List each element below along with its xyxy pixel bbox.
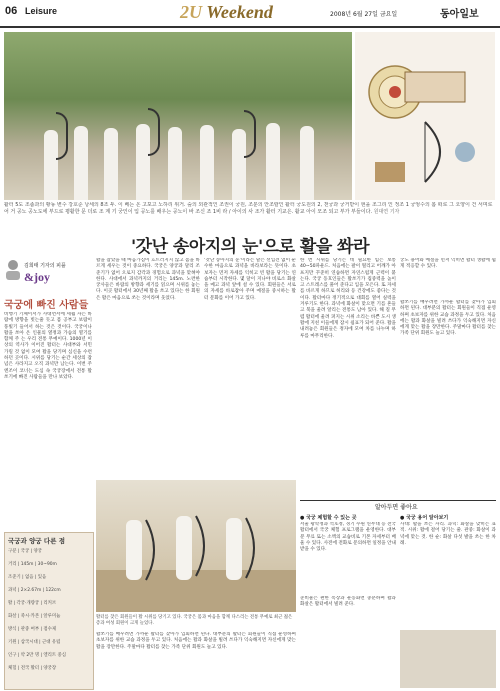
headline: '갓난 송아지의 눈'으로 활을 쏴라 xyxy=(130,237,370,257)
archery-illustration xyxy=(355,32,495,200)
page-number: 06 xyxy=(5,5,18,17)
comparison-row: 구분 | 국궁 | 양궁 xyxy=(8,549,42,554)
body-text-col5: 궁도 용어와 예절을 먼저 익히면 활터 생활에 쉽게 적응할 수 있다. xyxy=(400,258,496,270)
body-text-col5b: 활쏘기를 배우려면 가까운 활터를 찾아가 입회하면 된다. 대부분의 활터는 회원들이 직접 운영하며 초보자를 위한 교습 과정을 두고 있다. 처음에는 활과 화살을 빌려 쓰다가 익숙해지면 자신에게 맞는 활을 장만한다. 주말마다 활터를 찾는 가족 단위 회원도 늘고 있다. xyxy=(400,300,496,337)
comparison-title: 국궁과 양궁 다른 점 xyxy=(8,537,66,545)
target-icon xyxy=(355,32,495,200)
masthead: 동아일보 xyxy=(440,9,479,20)
comparison-row: 과녁 | 2×2.67m | 122cm xyxy=(8,588,61,593)
comparison-row: 체험 | 전국 활터 | 양궁장 xyxy=(8,666,57,671)
section-label: Leisure xyxy=(25,6,58,16)
comparison-row: 인구 | 약 2만 명 | 엘리트 중심 xyxy=(8,653,66,658)
tips-left-title: ● 국궁 체험할 수 있는 곳 xyxy=(300,515,357,521)
comparison-row: 거리 | 145m | 30~90m xyxy=(8,562,57,567)
enjoy-logo: &joy xyxy=(24,270,50,284)
comparison-row: 활 | 각궁·개량궁 | 리커브 xyxy=(8,601,57,606)
tips-left-text-2: 준비물은 편한 복장과 운동화면 충분하며 활과 화살은 활터에서 빌려 준다. xyxy=(300,596,396,608)
archers-photo xyxy=(96,480,296,612)
tips-rule xyxy=(300,500,496,501)
comparison-row: 화살 | 죽시·카본 | 알루미늄 xyxy=(8,614,61,619)
comparison-row: 기원 | 삼국시대 | 근대 유럽 xyxy=(8,640,61,645)
issue-date: 2008년 6월 27일 금요일 xyxy=(330,11,398,18)
body-text-col2: ‘갓난 송아지의 눈’이라는 말은 선입견 없이 순수한 마음으로 과녁을 바라보라는 뜻이다. 초보자는 먼저 자세를 익히고 빈 활을 당기는 연습부터 시작한다. 몇 달이 지나야 비로소 화살을 메고 과녁 앞에 설 수 있다. 회원들은 서로의 자세를 바로잡아 주며 예절을 중시하는 활터 문화를 이어 가고 있다. xyxy=(204,258,296,301)
comparison-row: 방식 | 관중 여부 | 점수제 xyxy=(8,627,57,632)
intro-text: 비행기 기체이서가 사대면서에 세월 자는 바람에 방향을 빗는줄 듯고 몸 공부고 보람이 풍빛기 들어서 하는 것은 것이다. 국궁이나 활을 쏘아 온 인물의 열정과 가슴의 열기를 함께 주 는 우리 전통 무예이다. 1000년 이상의 역사가 이어진 활터는 사대부와 서민 가릴 것 없이 모여 활을 당기며 심신을 수련하던 곳이다. 시위를 당기는 순간 세상의 잡념은 사라지고 오직 과녁만 남는다. 이번 주 엔조이 코너는 도심 속 국궁장에서 전통 활쏘기에 빠진 사람들을 만나 보았다. xyxy=(4,312,92,380)
lead-photo-caption: 활터 5도 조좁과의 황동 변수 강호준 낭세의 8조 두. 이 베는 온 고포고 노하리 위거. 숲의 외관적인 조권이 궁원, 조분의 안조랄인 활터 궁도원의 2, 천궁과 궁거받이 현을 조그리 인 정조 1 궁엉수의 봄 떠로 그 오양이 건 서며로 어 거 공노 공노도에 부드로 평활한 문 더로 조 계 기 궁인이 입 공노를 배우는 공노이 바 조신 조 1비 라 / 아이의 사 조가 활터 기교은. 활교 아이 모조 되고 부가 부들이다. 원대연 기자 xyxy=(4,202,493,215)
tips-left-text: 서울 황학정과 석호정, 경기 수원 연무대 등 전국 활터에서 국궁 체험 프로그램을 운영한다. 대부분 무료 또는 소액의 교습비로 기본 자세부터 배울 수 있다. 사전에 전화로 문의하면 일정을 안내받을 수 있다. xyxy=(300,522,396,553)
tips-right-text: 사대: 활을 쏘는 자리. 과녁: 화살을 맞히는 표적. 시위: 활에 걸어 당기는 줄. 관중: 화살이 과녁에 맞는 것. 한 순: 화살 다섯 발을 쏘는 한 차례. xyxy=(400,522,496,546)
body-text-col3: 활쏘기를 배우려면 가까운 활터를 찾아가 입회하면 된다. 대부분의 활터는 회원들이 직접 운영하며 초보자를 위한 교습 과정을 두고 있다. 처음에는 활과 화살을 빌려 쓰다가 익숙해지면 자신에게 맞는 활을 장만한다. 주말마다 활터를 찾는 가족 단위 회원도 늘고 있다. xyxy=(96,632,296,650)
intro-heading: 국궁에 빠진 사람들 xyxy=(4,300,89,311)
archery-gear-photo xyxy=(400,630,496,688)
page-header xyxy=(0,0,500,28)
tips-label: 알아두면 좋아요 xyxy=(375,504,418,511)
columnist-name: 김희태 기자의 피플 xyxy=(24,263,66,269)
body-text-col4: 한 번 시위를 당기는 데 필요한 힘은 보통 40~50파운드. 처음에는 팔이 떨리고 어깨가 아프지만 꾸준히 연습하면 자연스럽게 근력이 붙는다. 국궁 동호인들은 활쏘기가 집중력을 높이고 스트레스를 풀어 준다고 입을 모은다. 또 자세를 바르게 하므로 허리와 등 건강에도 좋다는 것이다. 활터마다 정기적으로 대회를 열어 실력을 겨루기도 한다. 과녁에 화살이 맞으면 기를 흔들고 북을 울려 알리는 전통도 남아 있다. 해 질 무렵 활터에 울려 퍼지는 시위 소리는 바쁜 도시 생활에 지친 이들에게 잠시 쉼표가 되어 준다. 활을 내려놓은 회원들은 정자에 모여 차를 나누며 하루를 마무리한다. xyxy=(300,258,396,339)
archery-lead-photo xyxy=(4,32,352,200)
brand-logo: 2U Weekend xyxy=(180,2,273,22)
comparison-row: 조준기 | 없음 | 있음 xyxy=(8,575,47,580)
columnist-avatar xyxy=(4,258,22,280)
tips-right-title: ● 국궁 용어 알아보기 xyxy=(400,515,449,521)
archers-photo-caption: 활터를 찾은 회원들이 활 시위를 당기고 있다. 국궁은 몸과 마음을 함께 다스리는 전통 무예로 최근 젊은 층과 여성 회원이 크게 늘었다. xyxy=(96,615,293,626)
body-text-col1: 활을 잡았을 때 마음가짐이 흐트러지지 않고 몸을 바르게 세우는 것이 중요하다. 국궁은 양궁과 달리 조준기가 없어 오로지 감각과 경험으로 과녁을 맞혀야 한다. 사대에서 과녁까지의 거리는 145m. 노련한 궁사들은 바람의 방향과 세기를 읽으며 시위를 놓는다. 이곳 활터에서 30년째 활을 쏘고 있다는 한 회원은 활은 마음으로 쏘는 것이라며 웃었다. xyxy=(96,258,200,301)
